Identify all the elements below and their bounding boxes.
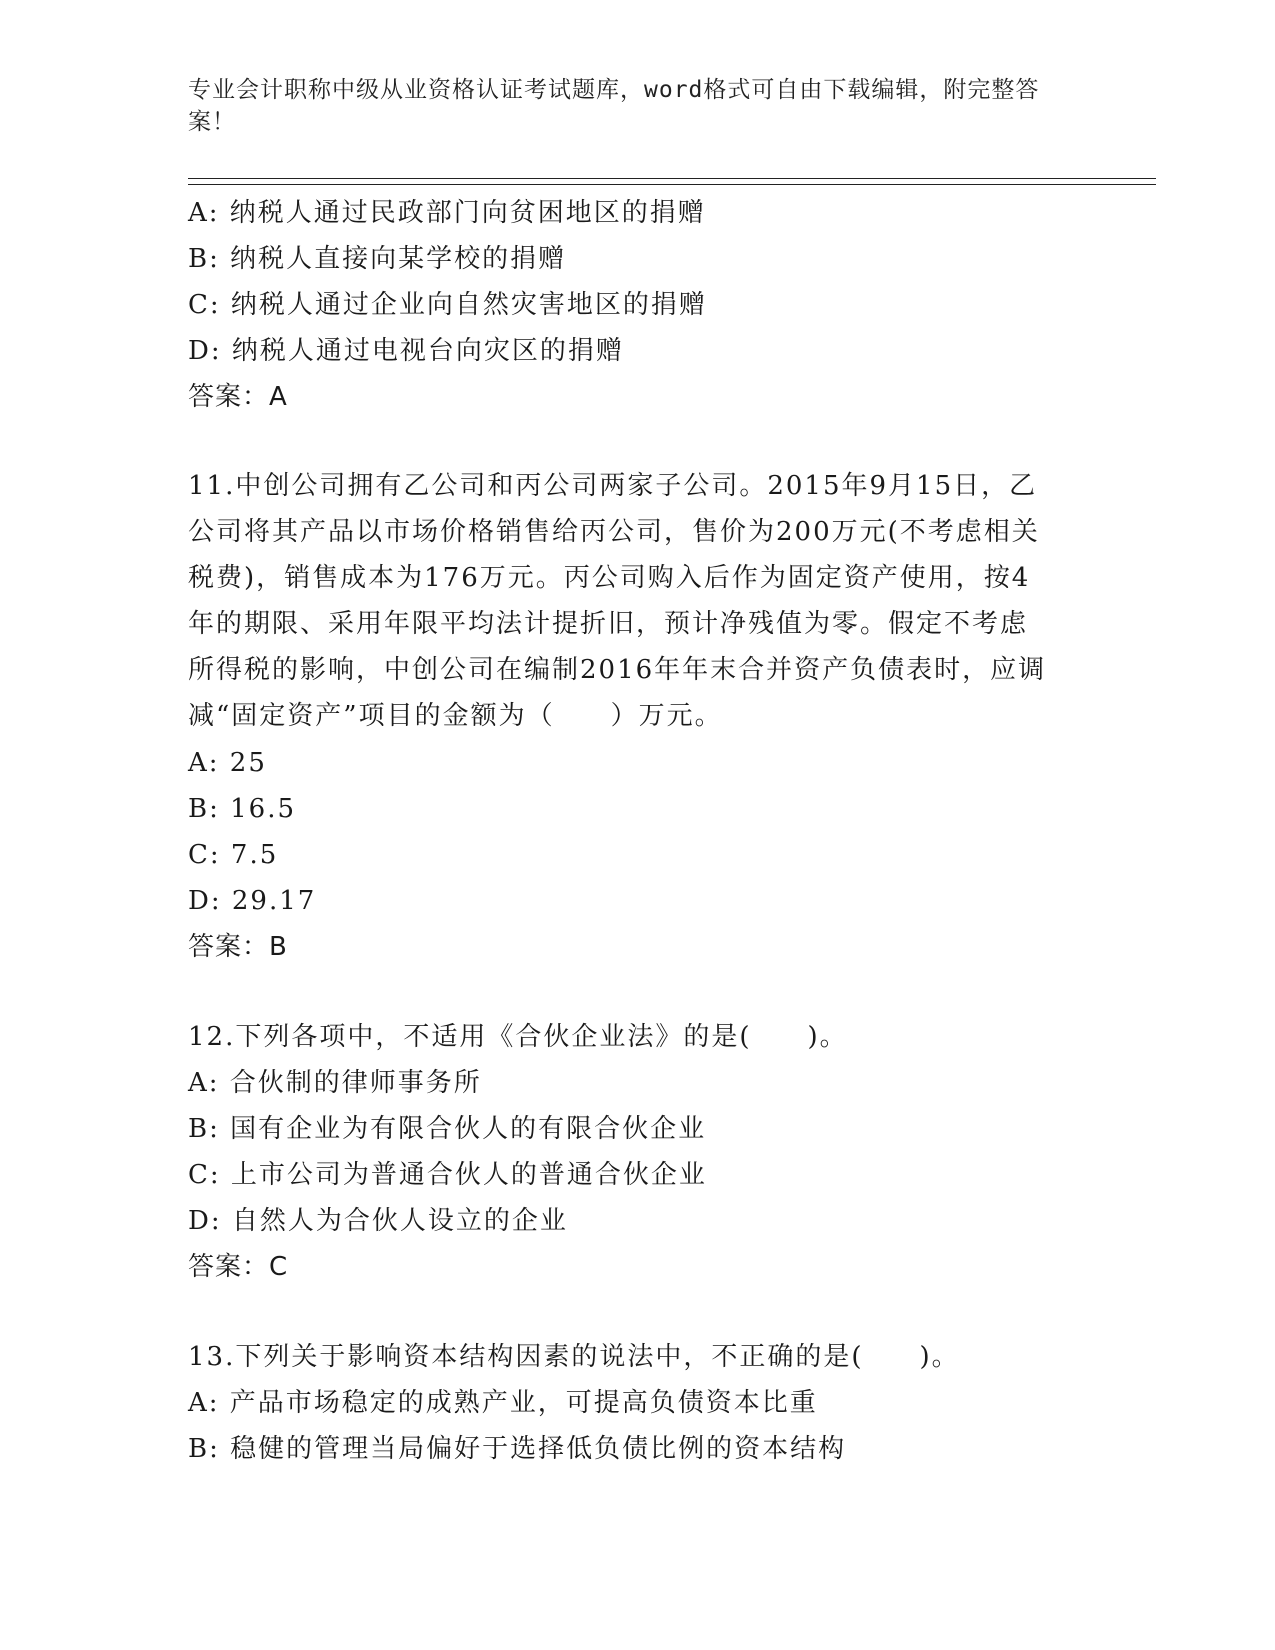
question-stem-line: 税费)，销售成本为176万元。丙公司购入后作为固定资产使用，按4 (188, 563, 1031, 593)
header-line-1: 专业会计职称中级从业资格认证考试题库，word格式可自由下载编辑，附完整答 (188, 77, 1040, 103)
question-stem-line: 减“固定资产”项目的金额为（ ）万元。 (188, 701, 723, 731)
option-b: B: 稳健的管理当局偏好于选择低负债比例的资本结构 (188, 1434, 847, 1464)
question-gap (188, 420, 1088, 464)
option-b: B: 纳税人直接向某学校的捐赠 (188, 244, 567, 274)
question-stem: 13.下列关于影响资本结构因素的说法中，不正确的是( )。 (188, 1342, 960, 1372)
option-d: D: 29.17 (188, 886, 317, 916)
option-a: A: 25 (188, 748, 267, 778)
question-11 (188, 464, 1088, 970)
option-a: A: 纳税人通过民政部门向贫困地区的捐赠 (188, 198, 706, 228)
question-stem-line: 公司将其产品以市场价格销售给丙公司，售价为200万元(不考虑相关 (188, 517, 1040, 547)
question-stem-line: 年的期限、采用年限平均法计提折旧，预计净残值为零。假定不考虑 (188, 609, 1029, 639)
option-c: C: 7.5 (188, 840, 279, 870)
option-d: D: 自然人为合伙人设立的企业 (188, 1206, 568, 1236)
question-stem-line: 所得税的影响，中创公司在编制2016年年末合并资产负债表时，应调 (188, 655, 1047, 685)
header-line-2: 案！ (188, 109, 236, 135)
option-a: A: 产品市场稳定的成熟产业，可提高负债资本比重 (188, 1388, 818, 1418)
header-rule-top (188, 178, 1156, 179)
question-gap (188, 970, 1088, 1014)
question-gap (188, 1290, 1088, 1334)
option-d: D: 纳税人通过电视台向灾区的捐赠 (188, 336, 624, 366)
question-stem-line: 11.中创公司拥有乙公司和丙公司两家子公司。2015年9月15日，乙 (188, 471, 1038, 501)
answer-line: 答案：C (188, 1252, 289, 1282)
option-c: C: 上市公司为普通合伙人的普通合伙企业 (188, 1160, 707, 1190)
option-b: B: 国有企业为有限合伙人的有限合伙企业 (188, 1114, 707, 1144)
question-10 (188, 190, 1088, 420)
question-stem: 12.下列各项中，不适用《合伙企业法》的是( )。 (188, 1022, 848, 1052)
option-b: B: 16.5 (188, 794, 297, 824)
option-c: C: 纳税人通过企业向自然灾害地区的捐赠 (188, 290, 707, 320)
question-12 (188, 1014, 1088, 1290)
page-header (188, 74, 1068, 138)
question-list (188, 190, 1088, 1472)
question-13 (188, 1334, 1088, 1472)
header-rule-bottom (188, 184, 1156, 185)
answer-line: 答案：A (188, 382, 288, 412)
option-a: A: 合伙制的律师事务所 (188, 1068, 482, 1098)
answer-line: 答案：B (188, 932, 288, 962)
